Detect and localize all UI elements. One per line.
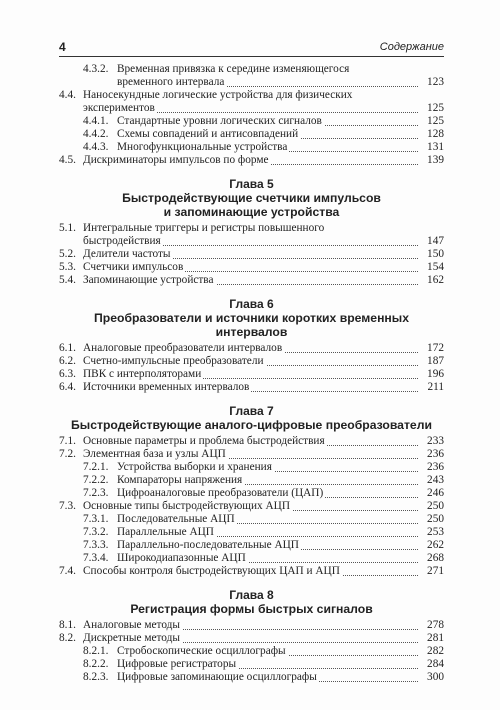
chapter-heading bbox=[59, 588, 444, 616]
toc-entry-title-line: Счетчики импульсов bbox=[83, 261, 418, 274]
toc-entry-number: 7.2.2. bbox=[83, 474, 109, 486]
chapter-label: Глава 5 bbox=[229, 177, 274, 191]
toc-entry-title-line: Основные типы быстродействующих АЦП bbox=[83, 500, 418, 513]
chapter-label: Глава 7 bbox=[229, 404, 274, 418]
toc-entry-title-line: Устройства выборки и хранения bbox=[117, 461, 418, 474]
toc-entry-number: 7.2. bbox=[59, 448, 76, 460]
toc-entry-page: 284 bbox=[427, 658, 444, 670]
toc-entry bbox=[59, 487, 444, 500]
toc-entry-title-line: Запоминающие устройства bbox=[83, 274, 418, 287]
toc-entry-title-line: Аналоговые преобразователи интервалов bbox=[83, 342, 418, 355]
toc-entry-number: 8.2.3. bbox=[83, 671, 109, 683]
toc-entry-number: 5.4. bbox=[59, 274, 76, 286]
toc-entry bbox=[59, 552, 444, 565]
toc-entry-page: 250 bbox=[427, 513, 444, 525]
toc-entry-page: 125 bbox=[427, 115, 444, 127]
toc-entry-title-line: Схемы совпадений и антисовпадений bbox=[117, 128, 418, 141]
toc-entry-title-line: Стандартные уровни логических сигналов bbox=[117, 115, 418, 128]
toc-entry-title-line: Наносекундные логические устройства для физических bbox=[83, 89, 353, 101]
toc-entry bbox=[59, 342, 444, 355]
toc-entry-page: 250 bbox=[427, 500, 444, 512]
toc-entry-number: 7.1. bbox=[59, 435, 76, 447]
toc-entry-title-line: Цифровые запоминающие осциллографы bbox=[117, 671, 418, 684]
toc-entry-title-line: Цифровые регистраторы bbox=[117, 658, 418, 671]
toc-entry bbox=[59, 141, 444, 154]
toc-entry bbox=[59, 381, 444, 394]
toc-entry bbox=[59, 154, 444, 167]
toc-entry-title-line: Счетно-импульсные преобразователи bbox=[83, 355, 418, 368]
page-number: 4 bbox=[59, 40, 66, 54]
toc-entry bbox=[59, 632, 444, 645]
toc-entry-number: 8.2.1. bbox=[83, 645, 109, 657]
toc-entry-page: 262 bbox=[427, 539, 444, 551]
toc-entry-page: 271 bbox=[427, 565, 444, 577]
toc-entry-title-line: Основные параметры и проблема быстродействия bbox=[83, 435, 418, 448]
toc-entry-title-line: ПВК с интерполяторами bbox=[83, 368, 418, 381]
toc-entry-number: 6.4. bbox=[59, 381, 76, 393]
toc-entry-title-line: Аналоговые методы bbox=[83, 619, 418, 632]
toc-entry bbox=[59, 671, 444, 684]
toc-entry-title-line: быстродействия bbox=[83, 235, 418, 248]
toc-entry-page: 211 bbox=[427, 381, 444, 393]
toc-entry-number: 7.2.1. bbox=[83, 461, 109, 473]
toc-entry-number: 8.1. bbox=[59, 619, 76, 631]
toc-entry-page: 147 bbox=[427, 235, 444, 247]
toc-entry-page: 282 bbox=[427, 645, 444, 657]
toc-entry-title-line: Последовательные АЦП bbox=[117, 513, 418, 526]
toc-entry-number: 7.2.3. bbox=[83, 487, 109, 499]
toc-entry-page: 233 bbox=[427, 435, 444, 447]
toc-entry bbox=[59, 461, 444, 474]
toc-entry-title-line: Многофункциональные устройства bbox=[117, 141, 418, 154]
toc-entry bbox=[59, 474, 444, 487]
toc-entry bbox=[59, 89, 444, 115]
toc-entry-page: 187 bbox=[427, 355, 444, 367]
toc-entry-number: 4.4.2. bbox=[83, 128, 109, 140]
chapter-label: Глава 6 bbox=[229, 297, 274, 311]
chapter-heading bbox=[59, 404, 444, 432]
running-header bbox=[59, 40, 444, 57]
chapter-heading bbox=[59, 177, 444, 219]
toc-entry-page: 281 bbox=[427, 632, 444, 644]
toc-entry bbox=[59, 274, 444, 287]
toc-entry-page: 300 bbox=[427, 671, 444, 683]
toc-entry-page: 128 bbox=[427, 128, 444, 140]
toc-entry-title-line: Параллельные АЦП bbox=[117, 526, 418, 539]
toc-entry-page: 278 bbox=[427, 619, 444, 631]
toc-entry-number: 4.4. bbox=[59, 89, 76, 101]
toc-entry-page: 150 bbox=[427, 248, 444, 260]
toc-entry bbox=[59, 248, 444, 261]
chapter-title: Быстродействующие счетчики импульсов bbox=[122, 191, 381, 205]
toc-entry bbox=[59, 222, 444, 248]
toc-entry-page: 123 bbox=[427, 76, 444, 88]
toc-entry-number: 7.3. bbox=[59, 500, 76, 512]
chapter-title: Быстродействующие аналого-цифровые преобразователи bbox=[71, 418, 432, 432]
toc-entry bbox=[59, 565, 444, 578]
toc-entry bbox=[59, 63, 444, 89]
toc-entry-title-line: Элементная база и узлы АЦП bbox=[83, 448, 418, 461]
toc-entry-number: 4.5. bbox=[59, 154, 76, 166]
toc-entry bbox=[59, 115, 444, 128]
toc-entry bbox=[59, 539, 444, 552]
toc-entry-number: 7.3.1. bbox=[83, 513, 109, 525]
toc-entry-page: 236 bbox=[427, 461, 444, 473]
toc-entry-page: 236 bbox=[427, 448, 444, 460]
toc-entry-title-line: Дискретные методы bbox=[83, 632, 418, 645]
toc-entry-number: 5.2. bbox=[59, 248, 76, 260]
toc-entry-number: 7.3.2. bbox=[83, 526, 109, 538]
toc-entry bbox=[59, 619, 444, 632]
chapter-title: и запоминающие устройства bbox=[163, 205, 340, 219]
toc-entry-number: 7.3.3. bbox=[83, 539, 109, 551]
table-of-contents bbox=[59, 63, 444, 684]
toc-entry-number: 8.2.2. bbox=[83, 658, 109, 670]
toc-entry-title-line: Делители частоты bbox=[83, 248, 418, 261]
toc-entry-title-line: Дискриминаторы импульсов по форме bbox=[83, 154, 418, 167]
toc-entry-page: 172 bbox=[427, 342, 444, 354]
toc-entry-number: 4.4.1. bbox=[83, 115, 109, 127]
toc-entry-title-line: Способы контроля быстродействующих ЦАП и АЦП bbox=[83, 565, 418, 578]
chapter-title: Преобразователи и источники коротких временных интервалов bbox=[94, 311, 409, 339]
toc-entry-number: 6.1. bbox=[59, 342, 76, 354]
toc-entry bbox=[59, 526, 444, 539]
toc-entry-title-line: экспериментов bbox=[83, 102, 418, 115]
toc-entry bbox=[59, 355, 444, 368]
toc-entry bbox=[59, 500, 444, 513]
toc-entry-number: 6.2. bbox=[59, 355, 76, 367]
toc-entry-title-line: Стробоскопические осциллографы bbox=[117, 645, 418, 658]
toc-entry-title-line: Интегральные триггеры и регистры повышенного bbox=[83, 222, 325, 234]
toc-entry-number: 5.1. bbox=[59, 222, 76, 234]
toc-entry-title-line: Параллельно-последовательные АЦП bbox=[117, 539, 418, 552]
toc-entry bbox=[59, 658, 444, 671]
toc-entry-page: 131 bbox=[427, 141, 444, 153]
toc-entry bbox=[59, 513, 444, 526]
toc-entry-page: 125 bbox=[427, 102, 444, 114]
toc-entry bbox=[59, 645, 444, 658]
toc-entry-number: 8.2. bbox=[59, 632, 76, 644]
toc-entry-number: 4.3.2. bbox=[83, 63, 109, 75]
toc-entry-title-line: Временная привязка к середине изменяющегося bbox=[117, 63, 350, 75]
toc-entry-number: 6.3. bbox=[59, 368, 76, 380]
toc-entry-number: 4.4.3. bbox=[83, 141, 109, 153]
toc-entry bbox=[59, 128, 444, 141]
toc-entry-title-line: Широкодиапазонные АЦП bbox=[117, 552, 418, 565]
toc-entry-title-line: Цифроаналоговые преобразователи (ЦАП) bbox=[117, 487, 418, 500]
toc-entry-title-line: Компараторы напряжения bbox=[117, 474, 418, 487]
toc-entry-page: 243 bbox=[427, 474, 444, 486]
toc-entry-number: 7.4. bbox=[59, 565, 76, 577]
toc-entry-number: 7.3.4. bbox=[83, 552, 109, 564]
toc-entry-page: 139 bbox=[427, 154, 444, 166]
chapter-title: Регистрация формы быстрых сигналов bbox=[130, 602, 373, 616]
toc-entry bbox=[59, 261, 444, 274]
toc-entry-page: 246 bbox=[427, 487, 444, 499]
toc-entry-title-line: временного интервала bbox=[117, 76, 418, 89]
running-header-title: Содержание bbox=[379, 41, 444, 53]
toc-entry-number: 5.3. bbox=[59, 261, 76, 273]
toc-entry-page: 162 bbox=[427, 274, 444, 286]
toc-entry-page: 196 bbox=[427, 368, 444, 380]
toc-entry bbox=[59, 368, 444, 381]
toc-entry-page: 154 bbox=[427, 261, 444, 273]
toc-entry bbox=[59, 448, 444, 461]
chapter-label: Глава 8 bbox=[229, 588, 274, 602]
chapter-heading bbox=[59, 297, 444, 339]
toc-entry-page: 268 bbox=[427, 552, 444, 564]
toc-entry-page: 253 bbox=[427, 526, 444, 538]
toc-entry bbox=[59, 435, 444, 448]
toc-entry-title-line: Источники временных интервалов bbox=[83, 381, 418, 394]
